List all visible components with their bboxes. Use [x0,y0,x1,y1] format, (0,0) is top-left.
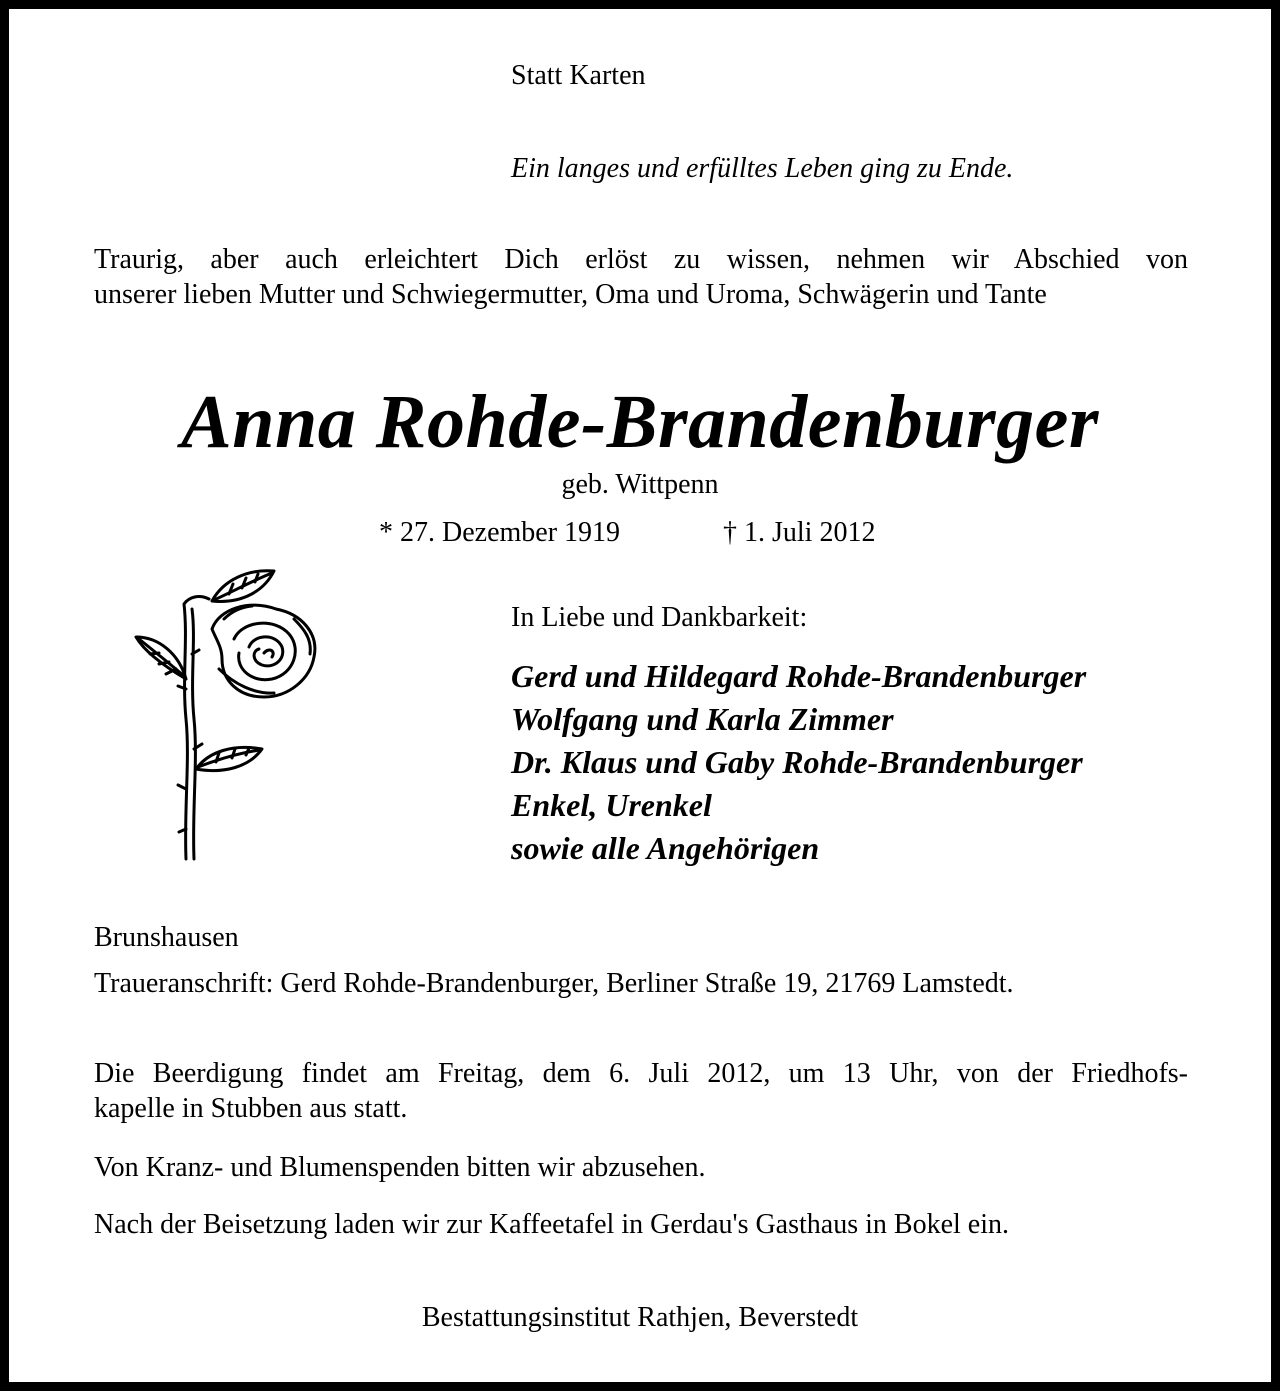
funeral-paragraph [94,1056,1188,1126]
coffee-note: Nach der Beisetzung laden wir zur Kaffeetafel in Gerdau's Gasthaus in Bokel ein. [94,1209,1009,1240]
mourners-list [511,655,1086,870]
intro-paragraph [94,242,1188,312]
mourner-name: Wolfgang und Karla Zimmer [511,701,894,737]
flowers-note: Von Kranz- und Blumenspenden bitten wir abzusehen. [94,1152,706,1183]
place-name: Brunshausen [94,922,239,953]
funeral-line-2: kapelle in Stubben aus statt. [94,1093,408,1124]
mourner-name: Gerd und Hildegard Rohde-Brandenburger [511,658,1087,694]
mourners-intro: In Liebe und Dankbarkeit: [511,602,808,633]
funeral-line-1: Die Beerdigung findet am Freitag, dem 6. Juli 2012, um 13 Uhr, von der Friedhofs- [94,1058,1188,1089]
mourner-name: sowie alle Angehörigen [511,830,820,866]
deceased-name: Anna Rohde-Brandenburger [181,380,1099,464]
mourning-address: Traueranschrift: Gerd Rohde-Brandenburger, Berliner Straße 19, 21769 Lamstedt. [94,968,1014,999]
birth-date: * 27. Dezember 1919 [379,517,621,548]
intro-line-1: Traurig, aber auch erleichtert Dich erlöst zu wissen, nehmen wir Abschied von [94,244,1188,275]
rose-icon [124,559,334,869]
motto: Ein langes und erfülltes Leben ging zu Ende. [511,153,1014,184]
statt-karten-label: Statt Karten [511,60,646,91]
mourner-name: Dr. Klaus und Gaby Rohde-Brandenburger [511,744,1083,780]
intro-line-2: unserer lieben Mutter und Schwiegermutter, Oma und Uroma, Schwägerin und Tante [94,279,1047,310]
mourner-name: Enkel, Urenkel [511,787,712,823]
death-date: † 1. Juli 2012 [723,517,876,548]
birth-name: geb. Wittpenn [561,469,719,500]
undertaker: Bestattungsinstitut Rathjen, Beverstedt [421,1302,859,1333]
